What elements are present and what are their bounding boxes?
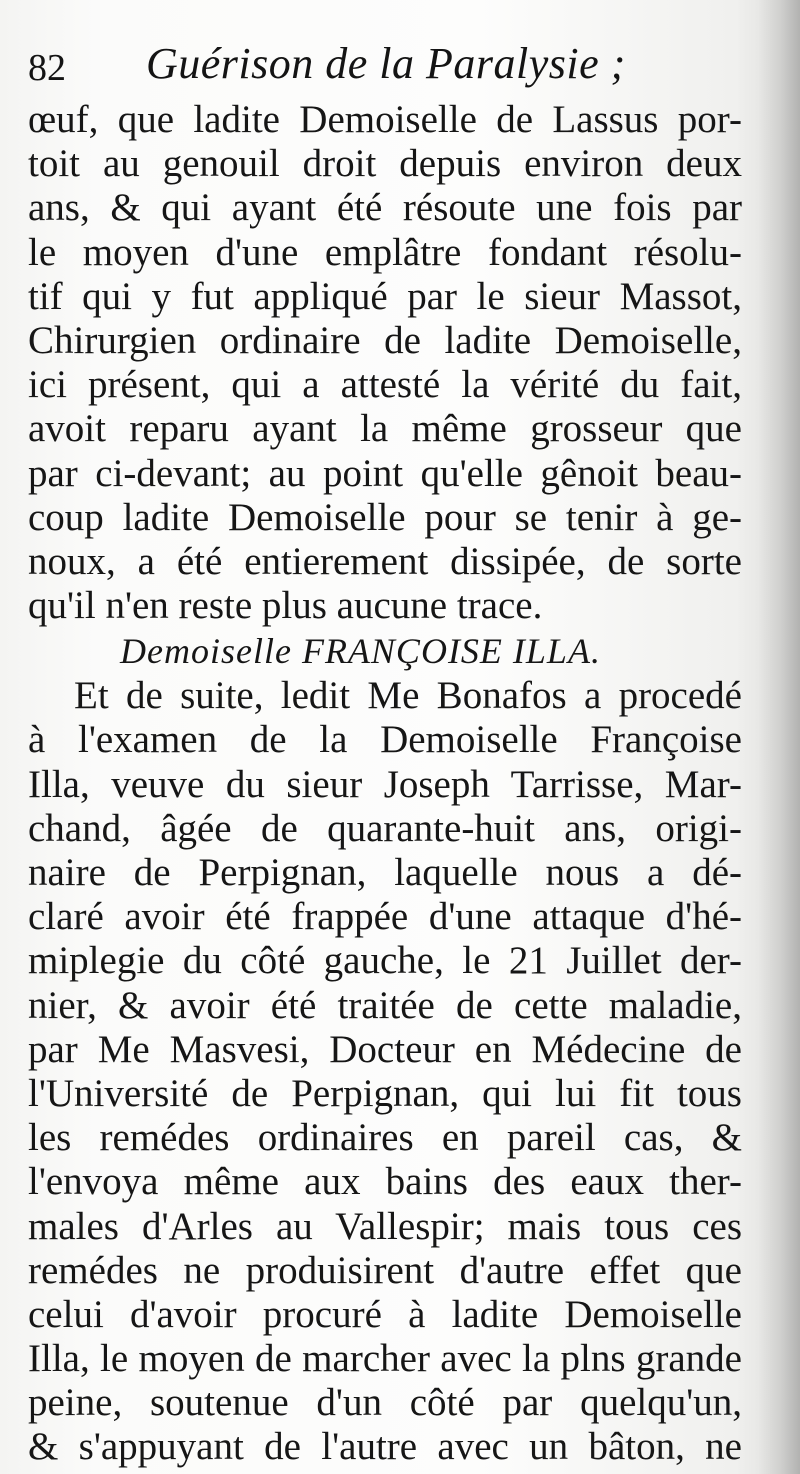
running-title: Guérison de la Paralysie ; — [146, 39, 626, 88]
text-line: l'envoya même aux bains des eaux ther- — [28, 1160, 742, 1204]
text-line: Chirurgien ordinaire de ladite Demoiselle, — [28, 318, 742, 362]
text-line: & s'appuyant de l'autre avec un bâton, ne — [28, 1425, 742, 1469]
text-line: ans, & qui ayant été résoute une fois par — [28, 186, 742, 230]
text-line: avoit reparu ayant la même grosseur que — [28, 407, 742, 451]
text-line: remédes ne produisirent d'autre effet que — [28, 1248, 742, 1292]
text-line: par Me Masvesi, Docteur en Médecine de — [28, 1027, 742, 1071]
page-gutter-shadow — [758, 0, 800, 1474]
text-line: à l'examen de la Demoiselle Françoise — [28, 718, 742, 762]
text-line: le moyen d'une emplâtre fondant résolu- — [28, 230, 742, 274]
text-line: peine, soutenue d'un côté par quelqu'un, — [28, 1381, 742, 1425]
text-line: coup ladite Demoiselle pour se tenir à ge- — [28, 495, 742, 539]
section-heading: Demoiselle FRANÇOISE ILLA. — [120, 631, 601, 672]
body-text — [28, 98, 742, 1470]
text-line: chand, âgée de quarante-huit ans, origi- — [28, 806, 742, 850]
text-line: Illa, veuve du sieur Joseph Tarrisse, Mar- — [28, 762, 742, 806]
text-line: Et de suite, ledit Me Bonafos a procedé — [74, 674, 742, 718]
text-line: miplegie du côté gauche, le 21 Juillet der- — [28, 939, 742, 983]
text-line: naire de Perpignan, laquelle nous a dé- — [28, 851, 742, 894]
text-line: males d'Arles au Vallespir; mais tous ces — [28, 1204, 742, 1248]
text-line: noux, a été entierement dissipée, de sorte — [28, 539, 742, 583]
text-line: tif qui y fut appliqué par le sieur Massot, — [28, 274, 742, 318]
text-line: par ci-devant; au point qu'elle gênoit beau- — [28, 451, 742, 495]
page-number: 82 — [28, 47, 66, 89]
text-line: claré avoir été frappée d'une attaque d'hé- — [28, 895, 742, 939]
text-line: ici présent, qui a attesté la vérité du fait, — [28, 363, 742, 407]
text-line: celui d'avoir procuré à ladite Demoiselle — [28, 1292, 742, 1336]
text-line: qu'il n'en reste plus aucune trace. — [28, 584, 543, 628]
text-line: nier, & avoir été traitée de cette maladie, — [28, 983, 742, 1027]
page-header — [28, 38, 748, 98]
text-line: œuf, que ladite Demoiselle de Lassus por- — [28, 98, 742, 141]
text-line: les remédes ordinaires en pareil cas, & — [28, 1116, 742, 1160]
text-line: Illa, le moyen de marcher avec la plns grande — [28, 1337, 742, 1381]
text-line: toit au genouil droit depuis environ deux — [28, 142, 742, 186]
text-line: l'Université de Perpignan, qui lui fit tous — [28, 1071, 742, 1115]
